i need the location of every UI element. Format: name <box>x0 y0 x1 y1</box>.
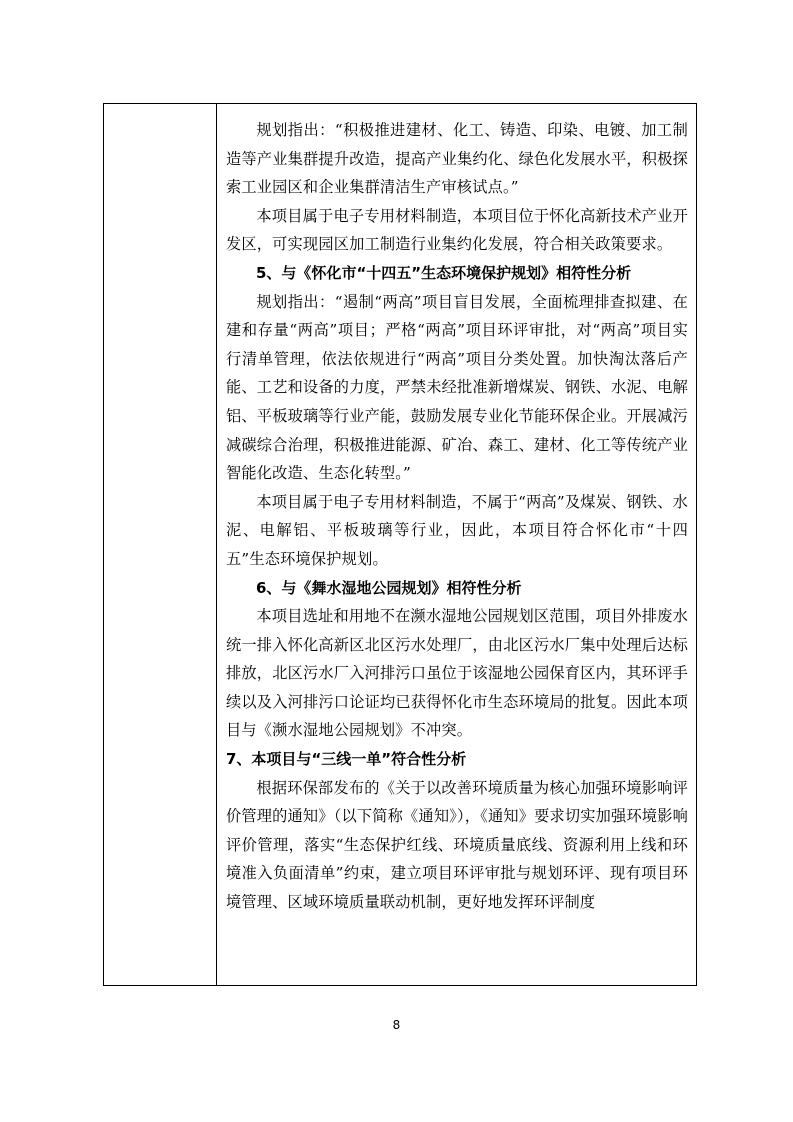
heading-section-6: 6、与《舞水湿地公园规划》相符性分析 <box>256 578 522 597</box>
paragraph-plan-industrial-clusters: 规划指出：“积极推进建材、化工、铸造、印染、电镀、加工制造等产业集群提升改造，提高产业集约化、绿色化发展水平，积极探索工业园区和企业集群清洁生产审核试点。” <box>226 121 688 197</box>
paragraph-project-conformity: 本项目属于电子专用材料制造，本项目位于怀化高新技术产业开发区，可实现园区加工制造行业集约化发展，符合相关政策要求。 <box>226 206 688 254</box>
content-table <box>103 103 697 986</box>
paragraph-three-lines-one-list: 根据环保部发布的《关于以改善环境质量为核心加强环境影响评价管理的通知》（以下简称《通知》），《通知》要求切实加强环境影响评价管理，落实“生态保护红线、环境质量底线、资源利用上线和环境准入负面清单”约束，建立项目环评审批与规划环评、现有项目环境管理、区域环境质量联动机制，更好地发挥环评制度 <box>226 778 688 912</box>
paragraph-wetland-park: 本项目选址和用地不在濒水湿地公园规划区范围，项目外排废水统一排入怀化高新区北区污水处理厂，由北区污水厂集中处理后达标排放，北区污水厂入河排污口虽位于该湿地公园保育区内，其环评手续以及入河排污口论证均已获得怀化市生态环境局的批复。因此本项目与《濒水湿地公园规划》不冲突。 <box>226 607 688 740</box>
table-left-column <box>104 104 217 985</box>
table-right-column <box>226 116 688 917</box>
page-number: 8 <box>392 1018 401 1032</box>
paragraph-plan-two-high: 规划指出：“遏制“两高”项目盲目发展，全面梳理排查拟建、在建和存量“两高”项目；严格“两高”项目环评审批，对“两高”项目实行清单管理，依法依规进行“两高”项目分类处置。加快淘汰落后产能、工艺和设备的力度，严禁未经批准新增煤炭、钢铁、水泥、电解铝、平板玻璃等行业产能，鼓励发展专业化节能环保企业。开展减污减碳综合治理，积极推进能源、矿冶、森工、建材、化工等传统产业智能化改造、生态化转型。” <box>226 292 688 483</box>
paragraph-project-not-two-high: 本项目属于电子专用材料制造，不属于“两高”及煤炭、钢铁、水泥、电解铝、平板玻璃等行业，因此，本项目符合怀化市“十四五”生态环境保护规划。 <box>226 492 688 568</box>
heading-section-5: 5、与《怀化市“十四五”生态环境保护规划》相符性分析 <box>256 263 632 282</box>
heading-section-7: 7、本项目与“三线一单”符合性分析 <box>226 750 467 769</box>
